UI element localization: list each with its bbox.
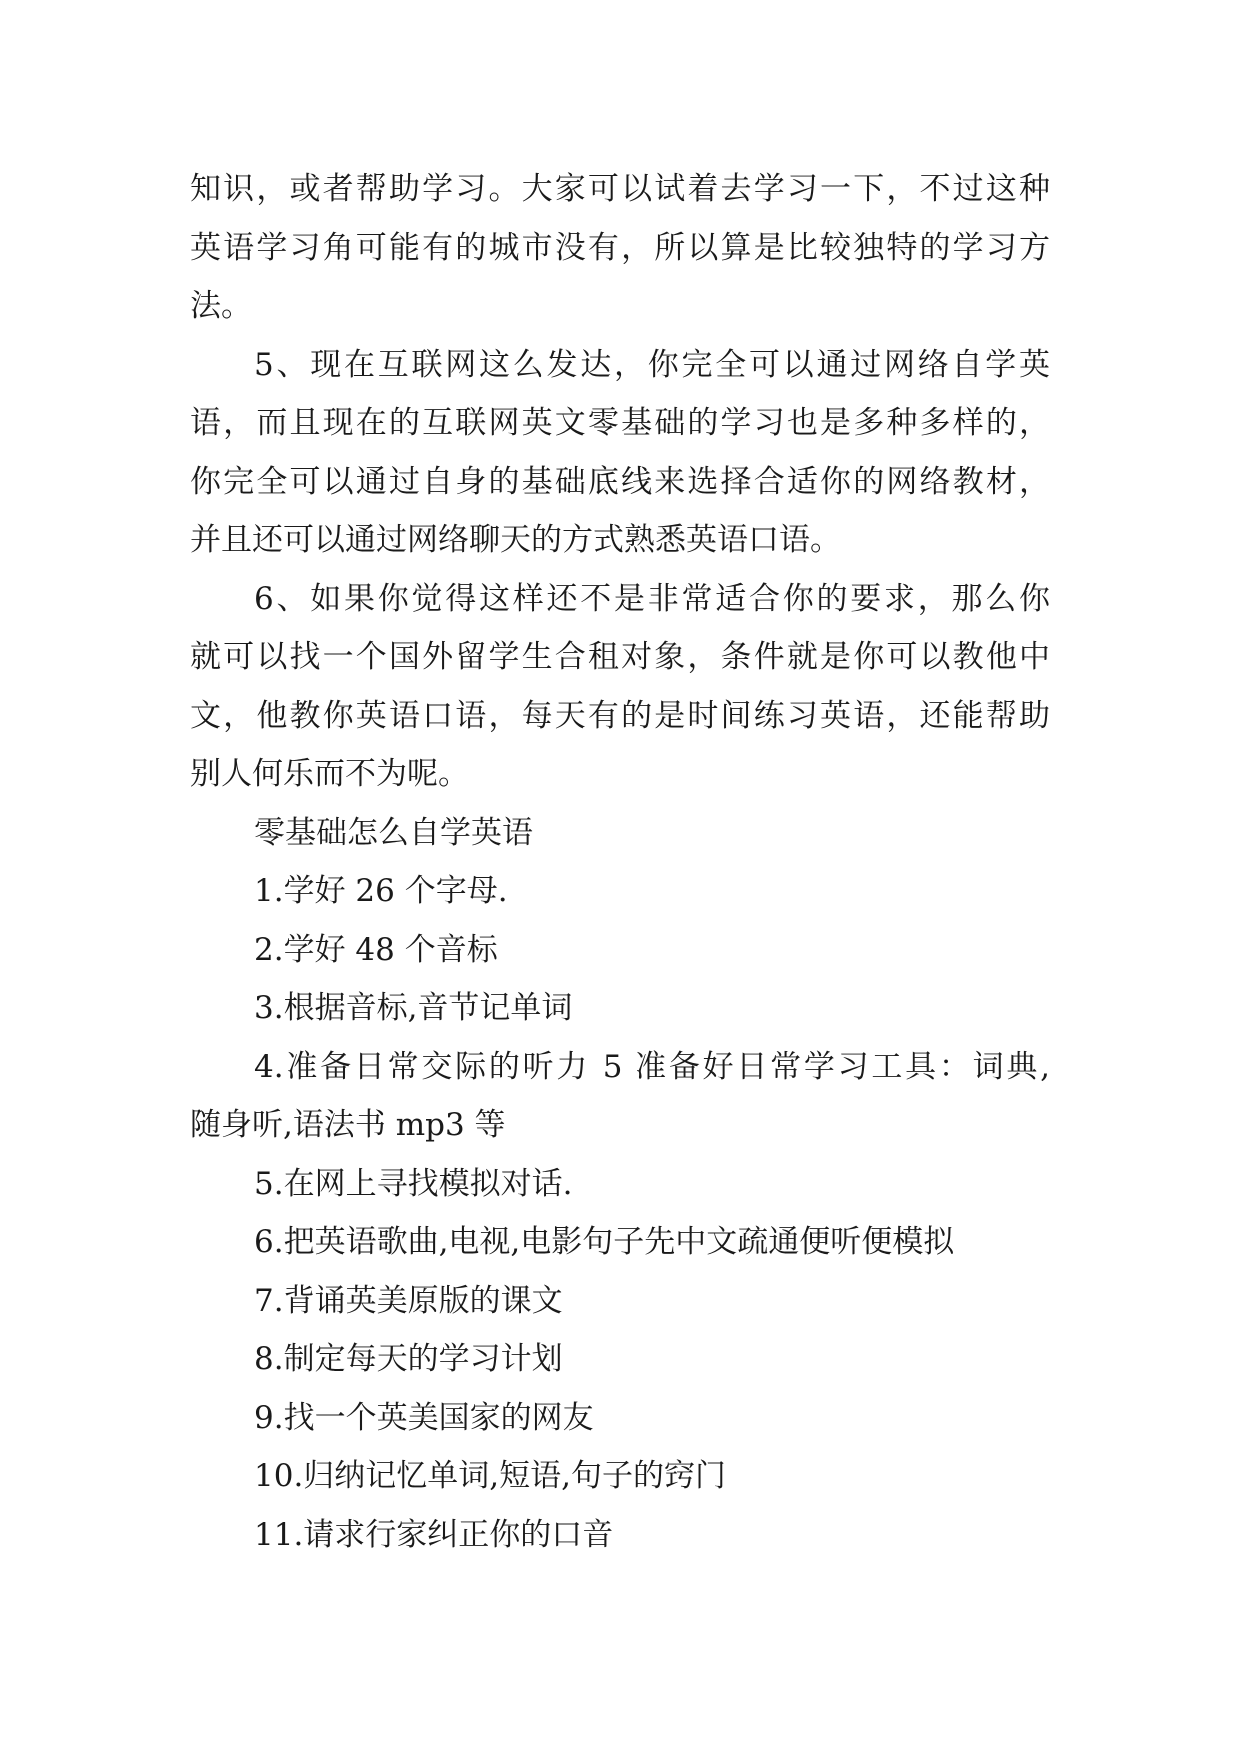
text-line: 8.制定每天的学习计划 [254,1341,563,1377]
paragraph [190,336,1050,570]
text-line: 10.归纳记忆单词,短语,句子的窍门 [254,1458,727,1494]
text-line: 7.背诵英美原版的课文 [254,1282,563,1319]
paragraph [190,1272,1050,1331]
paragraph [190,921,1050,980]
text-line: 文，他教你英语口语，每天有的是时间练习英语，还能帮助 [190,697,1050,734]
text-line: 法。 [190,288,252,324]
paragraph [190,862,1050,921]
text-line: 5.在网上寻找模拟对话. [254,1165,573,1202]
text-line: 1.学好 26 个字母. [254,873,508,909]
text-line: 语，而且现在的互联网英文零基础的学习也是多种多样的， [190,405,1050,441]
text-line: 9.找一个英美国家的网友 [254,1399,594,1436]
paragraph [190,1038,1050,1155]
paragraph [190,1447,1050,1506]
text-line: 随身听,语法书 mp3 等 [190,1107,506,1143]
document-body [190,160,1050,1564]
text-line: 别人何乐而不为呢。 [190,756,469,792]
text-line: 零基础怎么自学英语 [254,814,533,851]
paragraph [190,570,1050,804]
text-line: 4.准备日常交际的听力 5 准备好日常学习工具：词典, [254,1048,1050,1085]
text-line: 就可以找一个国外留学生合租对象，条件就是你可以教他中 [190,639,1050,675]
text-line: 知识，或者帮助学习。大家可以试着去学习一下，不过这种 [190,171,1050,207]
paragraph [190,979,1050,1038]
text-line: 并且还可以通过网络聊天的方式熟悉英语口语。 [190,522,841,558]
text-line: 你完全可以通过自身的基础底线来选择合适你的网络教材， [190,463,1050,500]
paragraph [190,1213,1050,1272]
paragraph [190,1506,1050,1565]
paragraph [190,1155,1050,1214]
text-line: 6.把英语歌曲,电视,电影句子先中文疏通便听便模拟 [254,1224,955,1260]
paragraph [190,804,1050,863]
text-line: 6、如果你觉得这样还不是非常适合你的要求，那么你 [254,580,1050,617]
text-line: 3.根据音标,音节记单词 [254,990,573,1026]
paragraph [190,1389,1050,1448]
text-line: 5、现在互联网这么发达，你完全可以通过网络自学英 [254,346,1050,383]
text-line: 英语学习角可能有的城市没有，所以算是比较独特的学习方 [190,229,1050,266]
paragraph [190,160,1050,336]
text-line: 11.请求行家纠正你的口音 [254,1516,614,1553]
paragraph [190,1330,1050,1389]
text-line: 2.学好 48 个音标 [254,931,498,968]
